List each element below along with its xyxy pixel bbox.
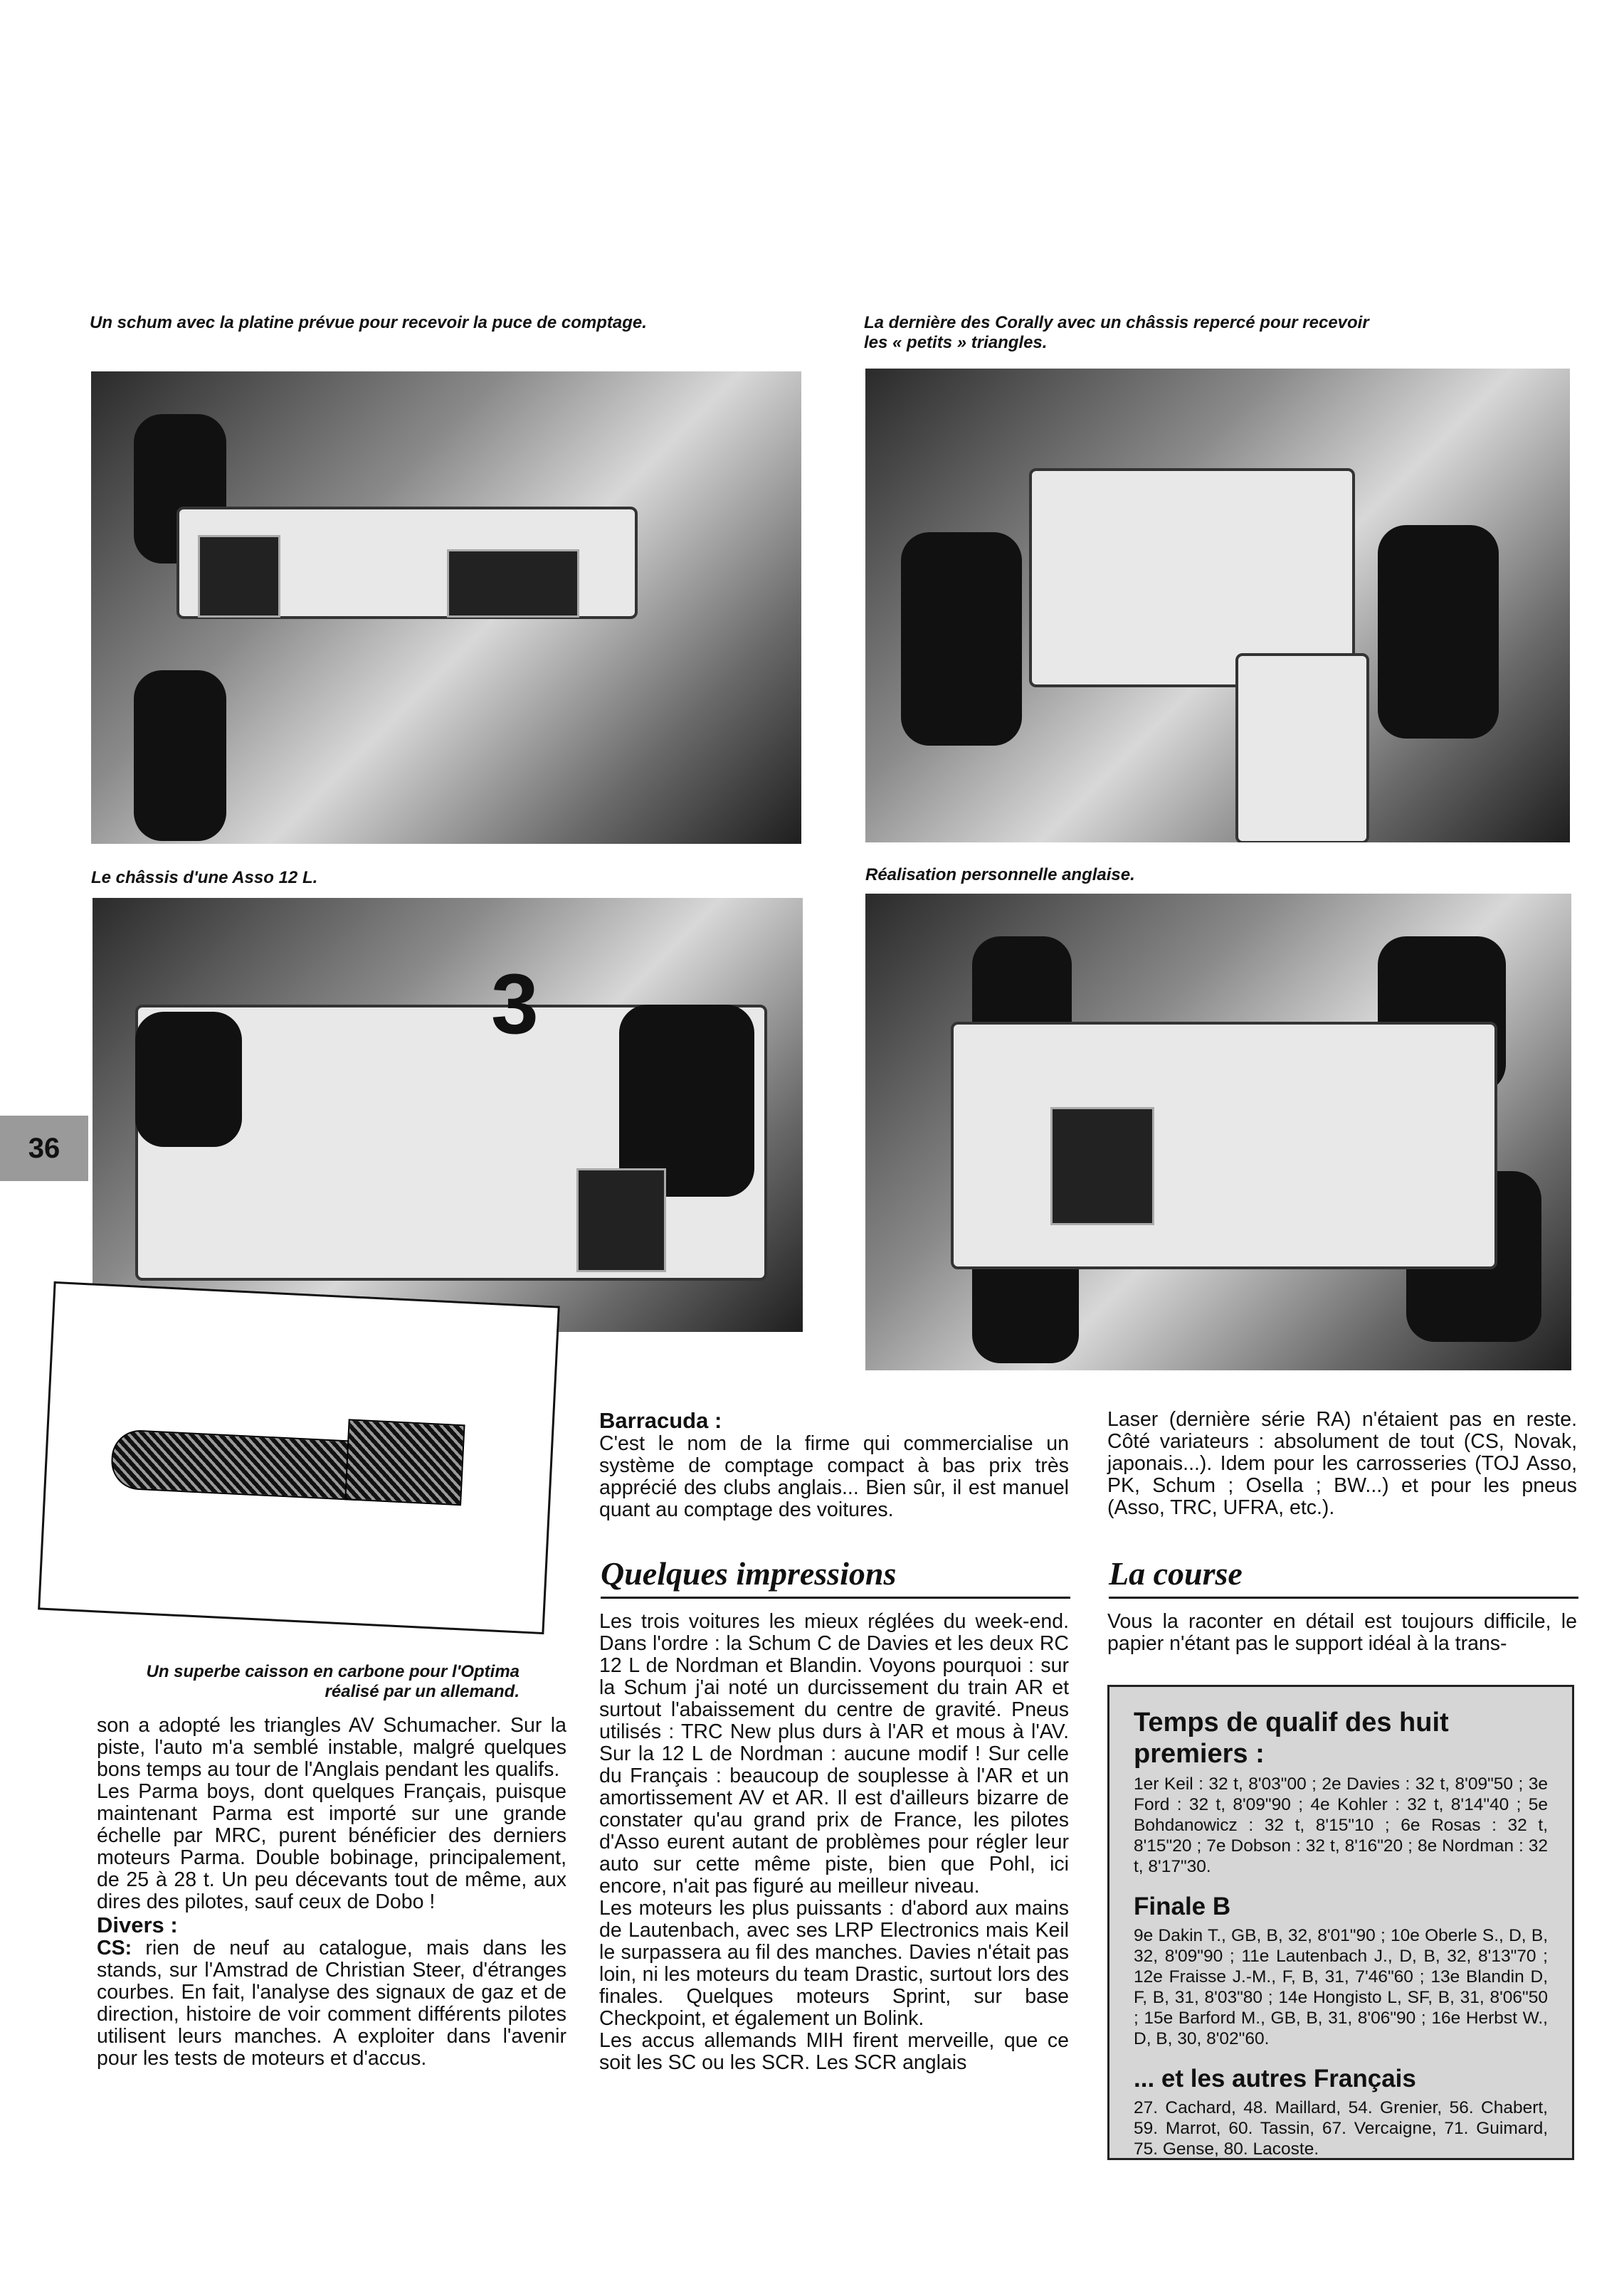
others-results: 27. Cachard, 48. Maillard, 54. Grenier, 56. Chabert, 59. Marrot, 60. Tassin, 67. Vercaigne, 71. Guimard, 75. Gense, 80. Lacoste. bbox=[1134, 2098, 1548, 2159]
caption-corally-line2: les « petits » triangles. bbox=[864, 333, 1048, 352]
col2-paragraph-1: Les trois voitures les mieux réglées du week-end. Dans l'ordre : la Schum C de Davies et les deux RC 12 L de Nordman et Blandin. Voyons pourquoi : sur la Schum j'ai noté un durcissement du train AR et surtout l'abaissement du centre de gravité. Pneus utilisés : TRC New plus durs à l'AR et mous à l'AV. Sur la 12 L de Nordman : aucune modif ! Sur celle du Français : beaucoup de souplesse à l'AR et un amortissement AV et AR. Il est d'ailleurs bizarre de constater qu'au grand prix de France, les pilotes d'Asso eurent autant de problèmes pour régler leur auto sur cette même piste, bien que Pohl, ici encore, n'ait pas figuré au meilleur niveau. bbox=[599, 1610, 1069, 1898]
column-2 bbox=[599, 1409, 1069, 1521]
caption-corally-line1: La dernière des Corally avec un châssis repercé pour recevoir bbox=[864, 313, 1369, 332]
photo-corally-chassis bbox=[865, 369, 1570, 842]
qualif-results: 1er Keil : 32 t, 8'03"00 ; 2e Davies : 32 t, 8'09"50 ; 3e Ford : 32 t, 8'09"90 ; 4e Kohler : 32 t, 8'14"40 ; 5e Bohdanowicz : 32 t, 8'15"10 ; 6e Rosas : 32 t, 8'15"20 ; 7e Dobson : 32 t, 8'16"20 ; 8e Nordman : 32 t, 8'17"30. bbox=[1134, 1774, 1548, 1876]
photo-asso-chassis bbox=[93, 898, 803, 1332]
caption-carbon-line2: réalisé par un allemand. bbox=[325, 1682, 520, 1701]
cs-text: rien de neuf au catalogue, mais dans les stands, sur l'Amstrad de Christian Steer, d'étranges courbes. En fait, l'analyse des signaux de gaz et de direction, histoire de voir comment différents pilotes utilisent leurs manches. A exploiter dans l'avenir pour les tests de moteurs et d'accus. bbox=[97, 1937, 566, 2070]
section-title-course: La course bbox=[1109, 1555, 1578, 1599]
photo-number-decal: 3 bbox=[491, 956, 539, 1052]
results-box bbox=[1107, 1685, 1574, 2160]
caption-corally bbox=[864, 313, 1476, 353]
divers-heading: Divers : bbox=[97, 1913, 178, 1937]
column-2-body bbox=[599, 1611, 1069, 2074]
caption-carbon bbox=[128, 1662, 520, 1702]
others-title: ... et les autres Français bbox=[1134, 2065, 1416, 2093]
column-3-body bbox=[1107, 1611, 1577, 1655]
caption-schum: Un schum avec la platine prévue pour recevoir la puce de comptage. bbox=[90, 313, 647, 332]
column-3 bbox=[1107, 1409, 1577, 1519]
col2-paragraph-3: Les accus allemands MIH firent merveille, que ce soit les SC ou les SCR. Les SCR anglais bbox=[599, 2029, 1069, 2074]
caption-asso: Le châssis d'une Asso 12 L. bbox=[91, 868, 318, 887]
qualif-title: Temps de qualif des huit premiers : bbox=[1134, 1708, 1449, 1769]
col3-paragraph-2: Vous la raconter en détail est toujours difficile, le papier n'étant pas le support idéal à la trans- bbox=[1107, 1610, 1577, 1655]
caption-carbon-line1: Un superbe caisson en carbone pour l'Optima bbox=[146, 1662, 520, 1681]
col1-paragraph-cs bbox=[97, 1937, 566, 2070]
page-number: 36 bbox=[28, 1132, 60, 1164]
section-title-impressions: Quelques impressions bbox=[601, 1555, 1070, 1599]
finale-b-results: 9e Dakin T., GB, B, 32, 8'01"90 ; 10e Oberle S., D, B, 32, 8'09"90 ; 11e Lautenbach J., D, B, 32, 8'13"70 ; 12e Fraisse J.-M., F, B, 31, 7'46"60 ; 13e Blandin D, F, B, 31, 8'03"80 ; 14e Hongisto L, SF, B, 31, 8'06"50 ; 15e Barford M., GB, B, 31, 8'06"90 ; 16e Herbst W., D, B, 30, 8'02"60. bbox=[1134, 1926, 1548, 2048]
photo-schum-chassis bbox=[91, 371, 801, 844]
caption-realisation: Réalisation personnelle anglaise. bbox=[865, 865, 1135, 884]
col3-paragraph-1: Laser (dernière série RA) n'étaient pas en reste. Côté variateurs : absolument de tout (CS, Novak, japonais...). Idem pour les carrosseries (TOJ Asso, PK, Schum ; Osella ; BW...) et pour les pneus (Asso, TRC, UFRA, etc.). bbox=[1107, 1408, 1577, 1519]
barracuda-paragraph: C'est le nom de la firme qui commercialise un système de comptage compact à bas prix très apprécié des clubs anglais... Bien sûr, il est manuel quant au comptage des voitures. bbox=[599, 1432, 1069, 1521]
col1-paragraph-1: son a adopté les triangles AV Schumacher. Sur la piste, l'auto m'a semblé instable, malgré quelques bons temps au tour de l'Anglais pendant les qualifs. bbox=[97, 1714, 566, 1781]
col2-paragraph-2: Les moteurs les plus puissants : d'abord aux mains de Lautenbach, avec ses LRP Electronics mais Keil le surpassera au fil des manches. Davies n'était pas loin, ni les moteurs du team Drastic, surtout lors des finales. Quelques moteurs Sprint, sur base Checkpoint, et également un Bolink. bbox=[599, 1897, 1069, 2030]
finale-b-title: Finale B bbox=[1134, 1893, 1231, 1920]
barracuda-heading: Barracuda : bbox=[599, 1408, 722, 1433]
photo-english-chassis bbox=[865, 894, 1571, 1370]
page-number-tab bbox=[0, 1116, 88, 1181]
photo-inset-carbon bbox=[38, 1281, 560, 1634]
column-1 bbox=[97, 1715, 566, 2070]
cs-label: CS: bbox=[97, 1937, 132, 1959]
col1-paragraph-2: Les Parma boys, dont quelques Français, puisque maintenant Parma est importé sur une grande échelle par MRC, purent bénéficier des derniers moteurs Parma. Double bobinage, principalement, de 25 à 28 t. Un peu décevants tout de même, aux dires des pilotes, sauf ceux de Dobo ! bbox=[97, 1780, 566, 1913]
